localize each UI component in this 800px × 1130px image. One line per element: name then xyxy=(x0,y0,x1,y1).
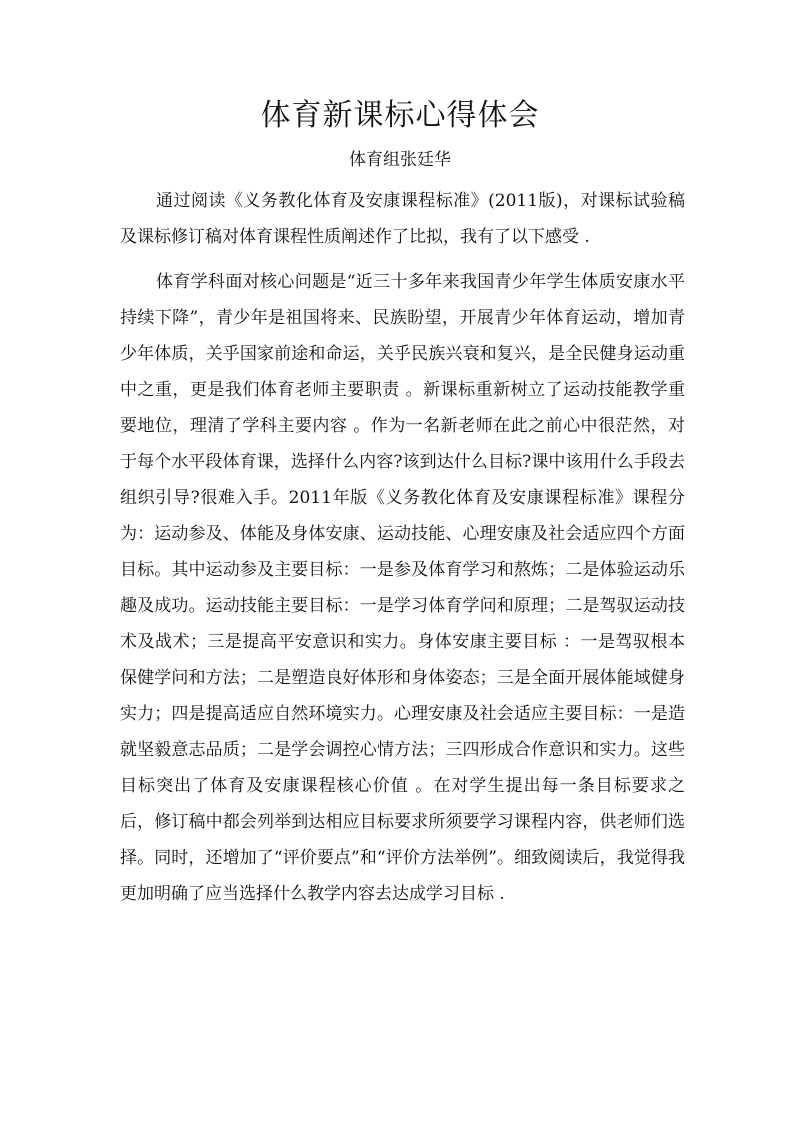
author-line: 体育组张廷华 xyxy=(349,150,451,170)
paragraph: 通过阅读《义务教化体育及安康课程标准》(2011版)，对课标试验稿及课标修订稿对体育课程性质阐述作了比拟，我有了以下感受 . xyxy=(120,191,685,247)
document-body xyxy=(120,183,685,912)
page-title: 体育新课标心得体会 xyxy=(260,98,540,133)
paragraph: 体育学科面对核心问题是“近三十多年来我国青少年学生体质安康水平持续下降”，青少年是祖国将来、民族盼望，开展青少年体育运动，增加青少年体质，关乎国家前途和命运，关乎民族兴衰和复兴，是全民健身运动重中之重，更是我们体育老师主要职责 。新课标重新树立了运动技能教学重要地位，理清了学科主要内容 。作为一名新老师在此之前心中很茫然，对于每个水平段体育课，选择什么内容?该到达什么目标?课中该用什么手段去组织引导?很难入手。2011年版《义务教化体育及安康课程标准》课程分为：运动参及、体能及身体安康、运动技能、心理安康及社会适应四个方面目标。其中运动参及主要目标：一是参及体育学习和熬炼；二是体验运动乐趣及成功。运动技能主要目标：一是学习体育学问和原理；二是驾驭运动技术及战术；三是提高平安意识和实力。身体安康主要目标 ：一是驾驭根本保健学问和方法；二是塑造良好体形和身体姿态；三是全面开展体能域健身实力；四是提高适应自然环境实力。心理安康及社会适应主要目标：一是造就坚毅意志品质；二是学会调控心情方法；三四形成合作意识和实力。这些目标突出了体育及安康课程核心价值 。在对学生提出每一条目标要求之后，修订稿中都会列举到达相应目标要求所须要学习课程内容，供老师们选择。同时，还增加了“评价要点”和“评价方法举例”。细致阅读后，我觉得我更加明确了应当选择什么教学内容去达成学习目标 . xyxy=(120,272,685,904)
